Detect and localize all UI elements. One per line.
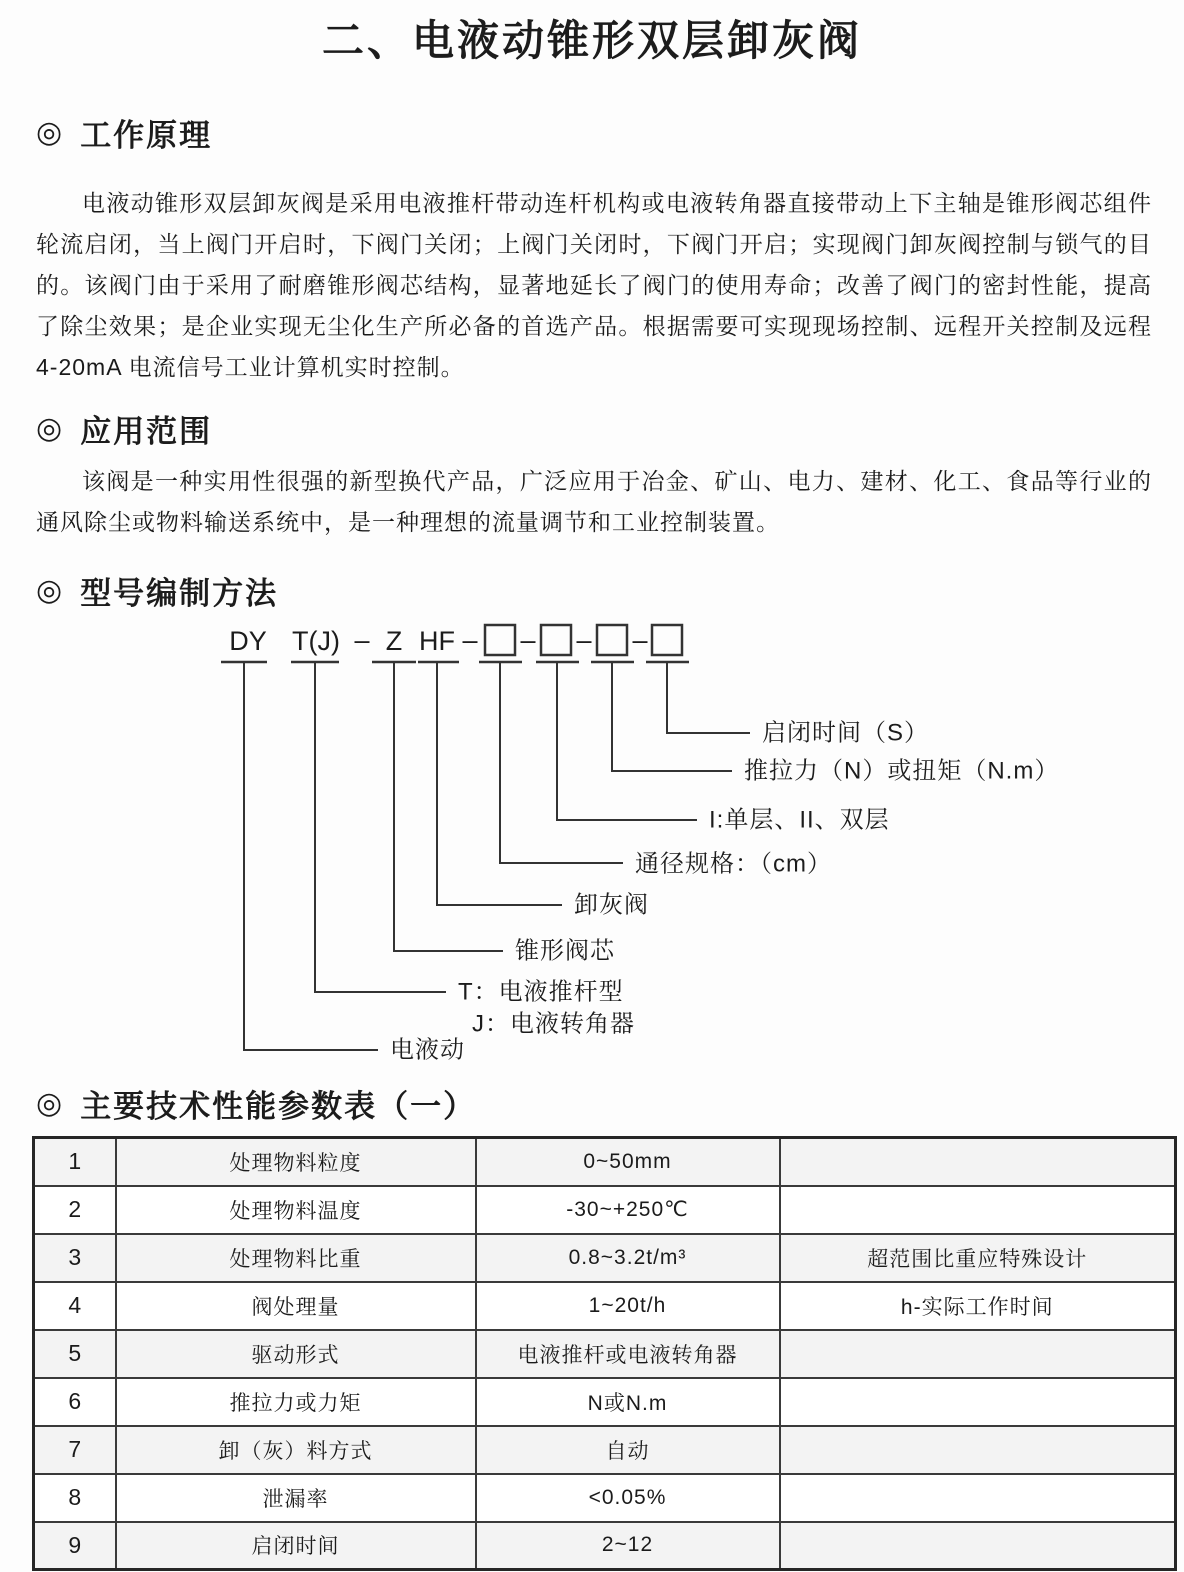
param-note: [780, 1330, 1176, 1378]
param-value: 0~50mm: [476, 1138, 780, 1186]
table-row: [34, 1522, 1176, 1570]
param-name: 驱动形式: [116, 1330, 476, 1378]
row-number: 2: [34, 1186, 116, 1234]
code-separator: –: [462, 625, 478, 655]
leader-line-diameter: [500, 662, 623, 863]
code-part-hf: HF: [419, 626, 455, 656]
table-row: [34, 1282, 1176, 1330]
row-number: 7: [34, 1426, 116, 1474]
param-value: 0.8~3.2t/m³: [476, 1234, 780, 1282]
section-heading-label: 主要技术性能参数表（一）: [80, 1089, 477, 1124]
param-note: [780, 1138, 1176, 1186]
param-value: N或N.m: [476, 1378, 780, 1426]
paragraph-working-principle: 电液动锥形双层卸灰阀是采用电液推杆带动连杆机构或电液转角器直接带动上下主轴是锥形阀芯组件轮流启闭，当上阀门开启时，下阀门关闭；上阀门关闭时，下阀门开启；实现阀门卸灰阀控制与锁气的目的。该阀门由于采用了耐磨锥形阀芯结构，显著地延长了阀门的使用寿命；改善了阀门的密封性能，提高了除尘效果；是企业实现无尘化生产所必备的首选产品。根据需要可实现现场控制、远程开关控制及远程4-20mA 电流信号工业计算机实时控制。: [36, 190, 1152, 380]
param-name: 处理物料比重: [116, 1234, 476, 1282]
label-open-close-time: 启闭时间（S）: [762, 719, 930, 747]
param-name: 启闭时间: [116, 1522, 476, 1570]
section-heading-label: 型号编制方法: [80, 576, 279, 611]
code-box-time: [652, 625, 682, 655]
label-ash-valve: 卸灰阀: [574, 891, 649, 919]
param-note: [780, 1186, 1176, 1234]
param-name: 处理物料粒度: [116, 1138, 476, 1186]
section-bullet-icon: ◎: [36, 1087, 65, 1120]
code-part-dy: DY: [229, 626, 267, 656]
param-note: [780, 1522, 1176, 1570]
param-value: -30~+250℃: [476, 1186, 780, 1234]
param-value: 1~20t/h: [476, 1282, 780, 1330]
label-t-type: T：电液推杆型: [458, 978, 624, 1006]
row-number: 9: [34, 1522, 116, 1570]
section-heading-parameters-table: [36, 1081, 476, 1126]
section-bullet-icon: ◎: [36, 412, 65, 445]
leader-line-layers: [557, 662, 697, 820]
param-note: [780, 1426, 1176, 1474]
table-row: [34, 1234, 1176, 1282]
leader-line-type: [315, 662, 446, 992]
code-separator: –: [520, 625, 536, 655]
label-diameter-spec: 通径规格：（cm）: [635, 850, 832, 878]
table-row: [34, 1186, 1176, 1234]
code-separator: –: [632, 625, 648, 655]
param-name: 推拉力或力矩: [116, 1378, 476, 1426]
table-row: [34, 1330, 1176, 1378]
row-number: 1: [34, 1138, 116, 1186]
section-bullet-icon: ◎: [36, 116, 65, 149]
row-number: 5: [34, 1330, 116, 1378]
label-j-type: J：电液转角器: [472, 1010, 635, 1038]
paragraph-application-scope: 该阀是一种实用性很强的新型换代产品，广泛应用于冶金、矿山、电力、建材、化工、食品等行业的通风除尘或物料输送系统中，是一种理想的流量调节和工业控制装置。: [36, 468, 1152, 535]
row-number: 8: [34, 1474, 116, 1522]
param-value: <0.05%: [476, 1474, 780, 1522]
section-heading-working-principle: [36, 110, 212, 155]
label-force-torque: 推拉力（N）或扭矩（N.m）: [744, 757, 1060, 785]
table-row: [34, 1474, 1176, 1522]
label-conical-core: 锥形阀芯: [515, 937, 615, 965]
param-name: 处理物料温度: [116, 1186, 476, 1234]
table-row: [34, 1426, 1176, 1474]
leader-line-core: [394, 662, 503, 951]
label-electro-hydraulic: 电液动: [390, 1036, 465, 1064]
code-part-tj: T(J): [292, 626, 340, 656]
section-heading-label: 工作原理: [80, 118, 213, 153]
table-row: [34, 1378, 1176, 1426]
param-value: 自动: [476, 1426, 780, 1474]
code-box-force: [597, 625, 627, 655]
section-heading-label: 应用范围: [80, 414, 213, 449]
code-part-z: Z: [385, 626, 403, 656]
param-value: 2~12: [476, 1522, 780, 1570]
leader-line-time: [667, 662, 750, 733]
parameters-table: [32, 1136, 1177, 1571]
row-number: 3: [34, 1234, 116, 1282]
param-name: 泄漏率: [116, 1474, 476, 1522]
param-name: 卸（灰）料方式: [116, 1426, 476, 1474]
code-box-diameter: [485, 625, 515, 655]
table-row: [34, 1138, 1176, 1186]
code-separator: –: [354, 625, 370, 655]
code-separator: –: [576, 625, 592, 655]
param-note: 超范围比重应特殊设计: [780, 1234, 1176, 1282]
param-value: 电液推杆或电液转角器: [476, 1330, 780, 1378]
section-heading-application-scope: [36, 406, 212, 451]
code-box-layers: [541, 625, 571, 655]
param-note: h-实际工作时间: [780, 1282, 1176, 1330]
leader-line-force: [612, 662, 732, 771]
model-code-diagram: [0, 600, 1184, 1080]
param-name: 阀处理量: [116, 1282, 476, 1330]
page-title: 二、电液动锥形双层卸灰阀: [321, 17, 862, 64]
row-number: 6: [34, 1378, 116, 1426]
row-number: 4: [34, 1282, 116, 1330]
section-bullet-icon: ◎: [36, 574, 65, 607]
param-note: [780, 1474, 1176, 1522]
label-layers: I:单层、II、双层: [709, 806, 890, 834]
param-note: [780, 1378, 1176, 1426]
